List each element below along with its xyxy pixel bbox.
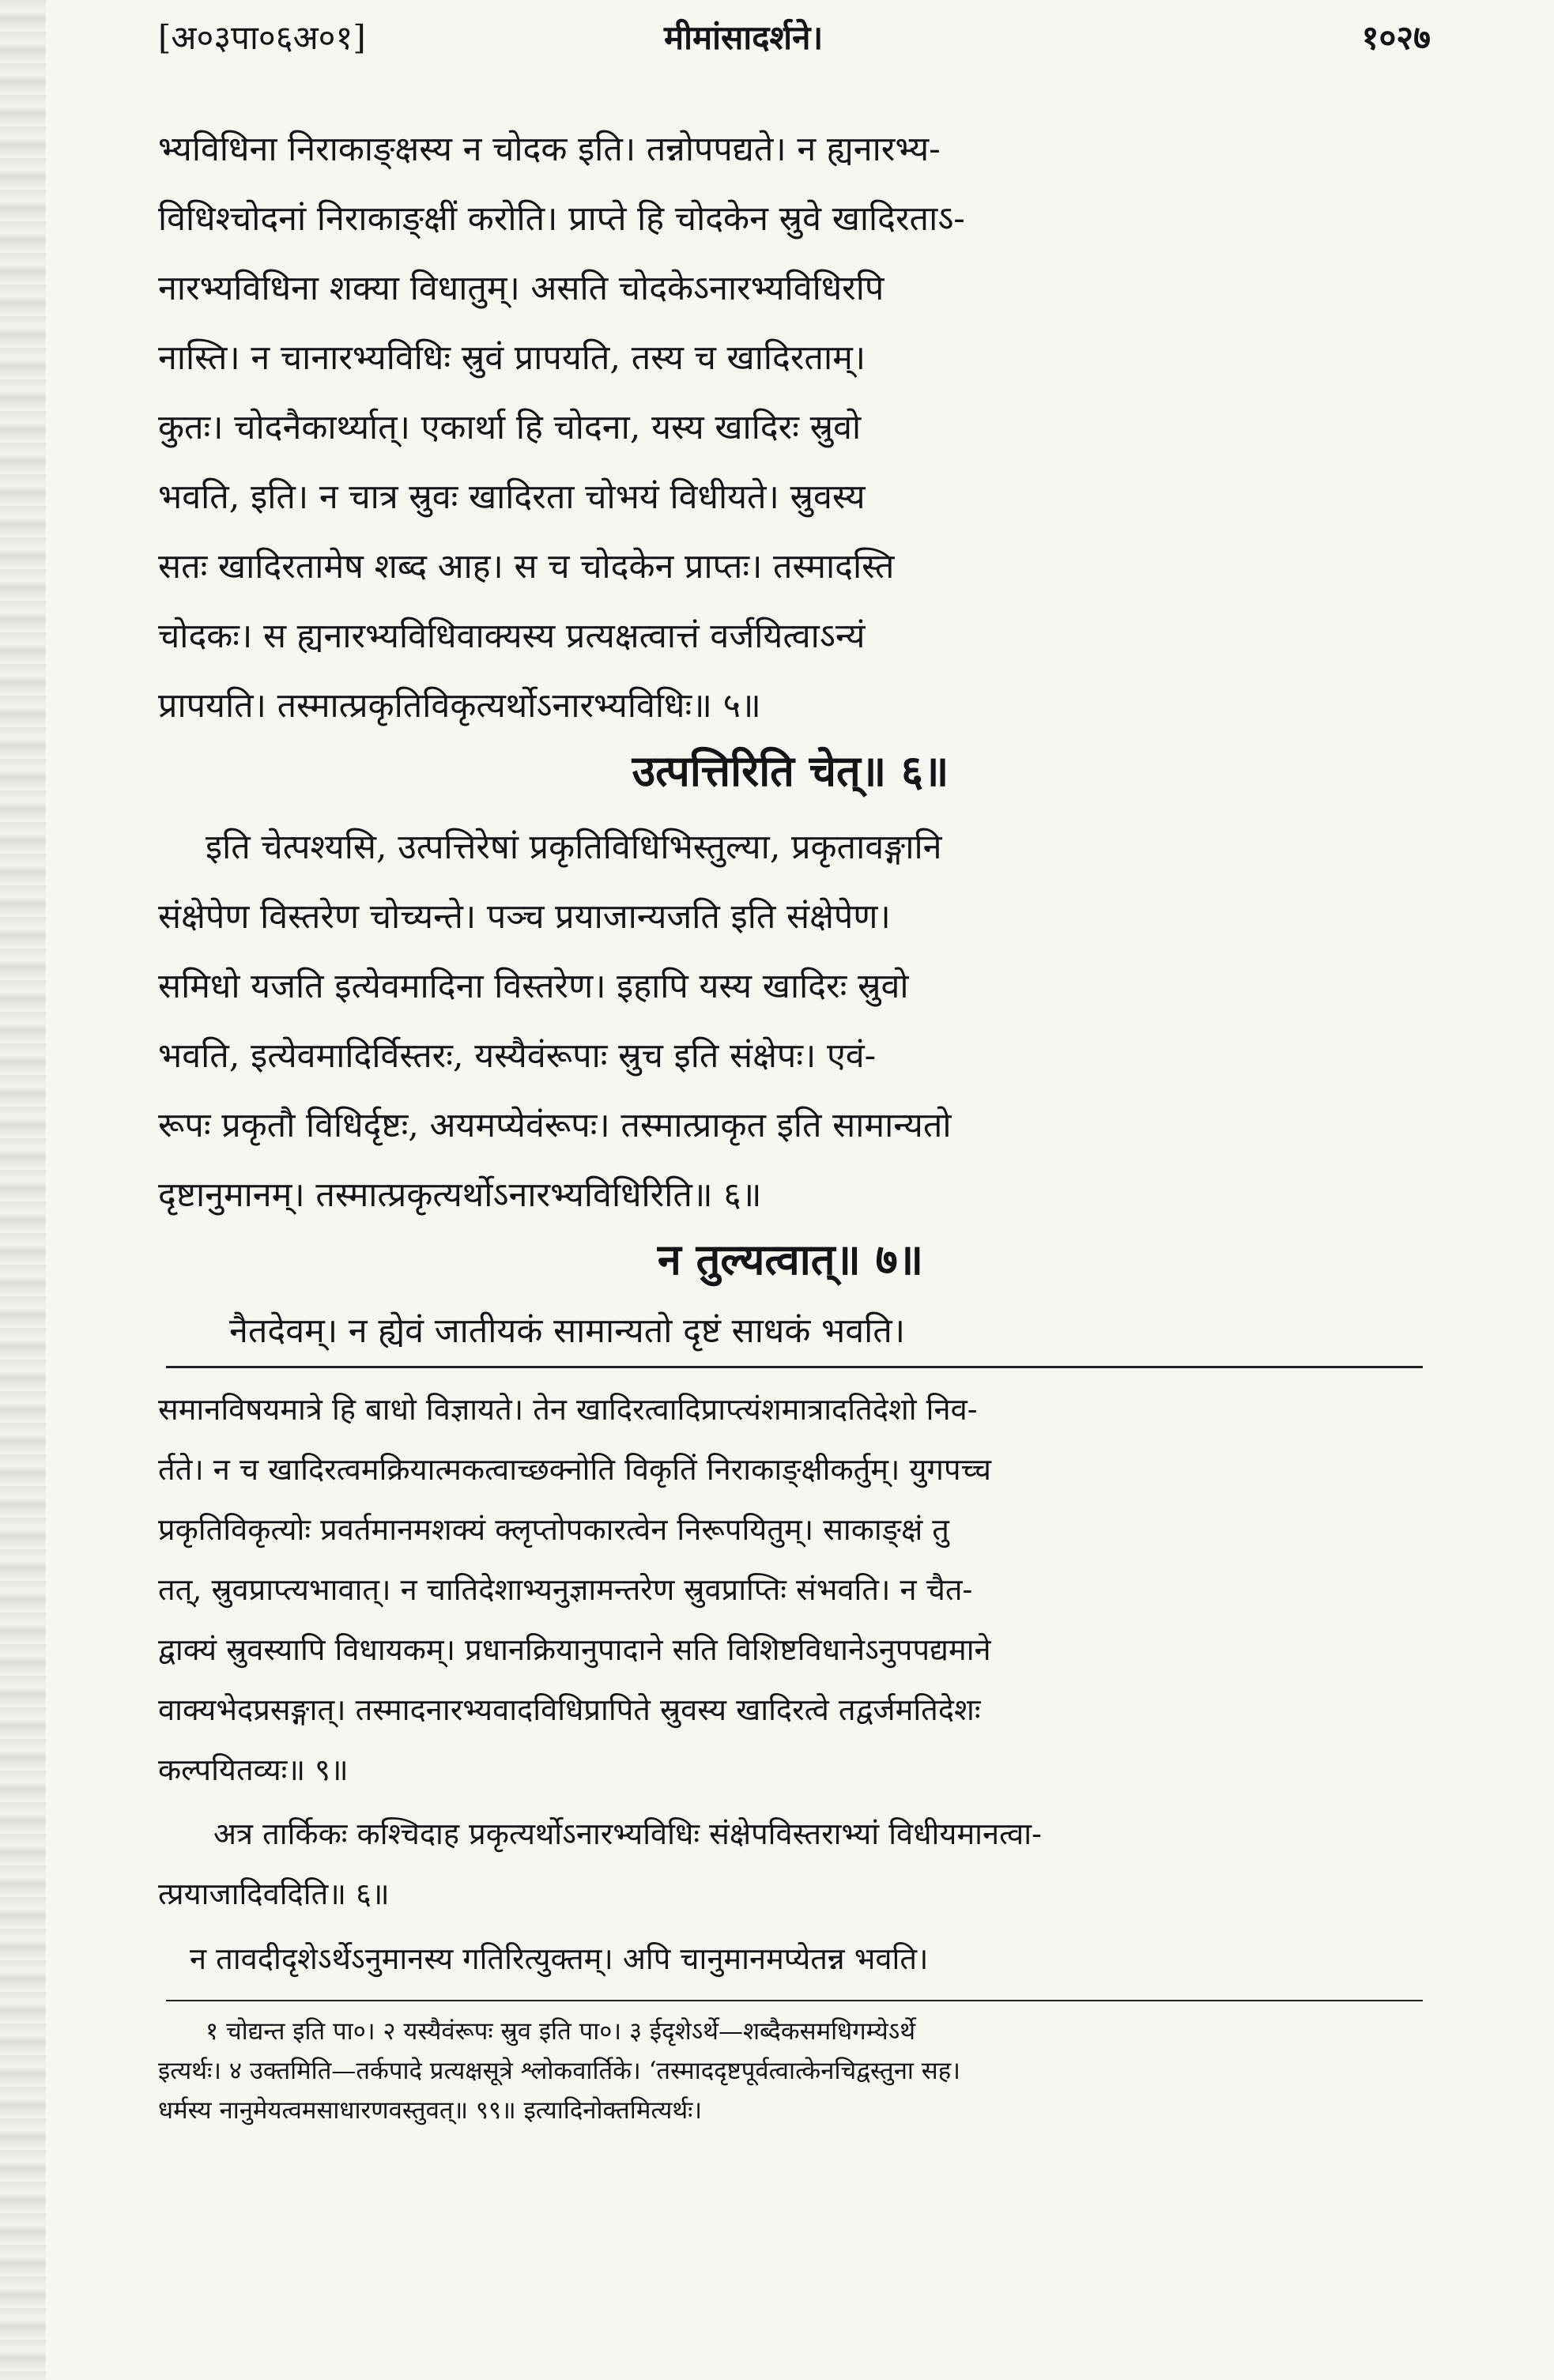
divider-rule [166, 1366, 1423, 1368]
commentary-line: न तावदीदृशेऽर्थेऽनुमानस्य गतिरित्युक्तम्। अपि चानुमानमप्येतन्न भवति। [190, 1941, 929, 1976]
text-line: इति चेत्पश्यसि, उत्पत्तिरेषां प्रकृतिविधिभिस्तुल्या, प्रकृतावङ्गानि [206, 828, 942, 867]
commentary-line: कल्पयितव्यः॥ ९॥ [158, 1752, 349, 1787]
text-line: भ्यविधिना निराकाङ्क्षस्य न चोदक इति। तन्नोपपद्यते। न ह्यनारभ्य- [158, 130, 941, 169]
footnote-rule [166, 2000, 1423, 2001]
text-line: चोदकः। स ह्यनारभ्यविधिवाक्यस्य प्रत्यक्षत्वात्तं वर्जयित्वाऽन्यं [158, 617, 866, 656]
text-line: समिधो यजति इत्येवमादिना विस्तरेण। इहापि यस्य खादिरः स्रुवो [158, 967, 909, 1006]
text-line: प्रापयति। तस्मात्प्रकृतिविकृत्यर्थोऽनारभ्यविधिः॥ ५॥ [158, 686, 761, 726]
running-header [158, 14, 1431, 70]
sutra-heading: उत्पत्तिरिति चेत्॥ ६॥ [632, 745, 949, 796]
text-line: भवति, इति। न चात्र स्रुवः खादिरता चोभयं विधीयते। स्रुवस्य [158, 477, 866, 517]
commentary-line: र्तते। न च खादिरत्वमक्रियात्मकत्वाच्छक्नोति विकृतिं निराकाङ्क्षीकर्तुम्। युगपच्च [158, 1452, 991, 1487]
text-line: विधिश्चोदनां निराकाङ्क्षीं करोति। प्राप्ते हि चोदकेन स्रुवे खादिरताऽ- [158, 199, 965, 239]
commentary-line: द्वाक्यं स्रुवस्यापि विधायकम्। प्रधानक्रियानुपादाने सति विशिष्टविधानेऽनुपपद्यमाने [158, 1632, 991, 1667]
book-page [158, 0, 1431, 2380]
text-line: दृष्टानुमानम्। तस्मात्प्रकृत्यर्थोऽनारभ्यविधिरिति॥ ६॥ [158, 1175, 762, 1215]
footnote-line: १ चोद्यन्त इति पा०। २ यस्यैवंरूपः स्रुव इति पा०। ३ ईदृशेऽर्थे—शब्दैकसमधिगम्येऽर्थे [206, 2017, 916, 2046]
commentary-line: प्रकृतिविकृत्योः प्रवर्तमानमशक्यं क्लृप्तोपकारत्वेन निरूपयितुम्। साकाङ्क्षं तु [158, 1512, 949, 1547]
sutra-heading: न तुल्यत्वात्॥ ७॥ [657, 1234, 924, 1284]
commentary-line: वाक्यभेदप्रसङ्गात्। तस्मादनारभ्यवादविधिप्रापिते स्रुवस्य खादिरत्वे तद्वर्जमतिदेशः [158, 1692, 981, 1727]
text-line: रूपः प्रकृतौ विधिर्दृष्टः, अयमप्येवंरूपः। तस्मात्प्राकृत इति सामान्यतो [158, 1106, 952, 1145]
text-line: कुतः। चोदनैकार्थ्यात्। एकार्था हि चोदना, यस्य खादिरः स्रुवो [158, 408, 862, 447]
footnote-line: इत्यर्थः। ४ उक्तमिति—तर्कपादे प्रत्यक्षसूत्रे श्लोकवार्तिके। ‘तस्माददृष्टपूर्वत्वात्केनचिद्वस्तुना सह। [158, 2057, 960, 2085]
text-line: संक्षेपेण विस्तरेण चोच्यन्ते। पञ्च प्रयाजान्यजति इति संक्षेपेण। [158, 897, 891, 937]
footnote-line: धर्मस्य नानुमेयत्वमसाधारणवस्तुवत्॥ ९९॥ इत्यादिनोक्तमित्यर्थः। [158, 2096, 703, 2125]
commentary-line: अत्र तार्किकः कश्चिदाह प्रकृत्यर्थोऽनारभ्यविधिः संक्षेपविस्तराभ्यां विधीयमानत्वा- [213, 1816, 1042, 1851]
commentary-line: तत्, स्रुवप्राप्त्यभावात्। न चातिदेशाभ्यनुज्ञामन्तरेण स्रुवप्राप्तिः संभवति। न चैत- [158, 1572, 973, 1607]
text-line: सतः खादिरतामेष शब्द आह। स च चोदकेन प्राप्तः। तस्मादस्ति [158, 547, 895, 587]
book-title: मीमांसादर्शने। [664, 18, 824, 57]
text-line: नारभ्यविधिना शक्या विधातुम्। असति चोदकेऽनारभ्यविधिरपि [158, 269, 884, 308]
text-line: भवति, इत्येवमादिर्विस्तरः, यस्यैवंरूपाः स्रुच इति संक्षेपः। एवं- [158, 1036, 877, 1076]
scan-edge [0, 0, 46, 2380]
commentary-line: समानविषयमात्रे हि बाधो विज्ञायते। तेन खादिरत्वादिप्राप्त्यंशमात्रादतिदेशो निव- [158, 1392, 978, 1427]
commentary-line: त्प्रयाजादिवदिति॥ ६॥ [158, 1876, 390, 1911]
text-line: नास्ति। न चानारभ्यविधिः स्रुवं प्रापयति, तस्य च खादिरताम्। [158, 338, 866, 378]
page-number: १०२७ [1361, 18, 1431, 57]
section-reference: [अ०३पा०६अ०१] [158, 18, 366, 57]
text-line: नैतदेवम्। न ह्येवं जातीयकं सामान्यतो दृष्टं साधकं भवति। [229, 1311, 906, 1351]
